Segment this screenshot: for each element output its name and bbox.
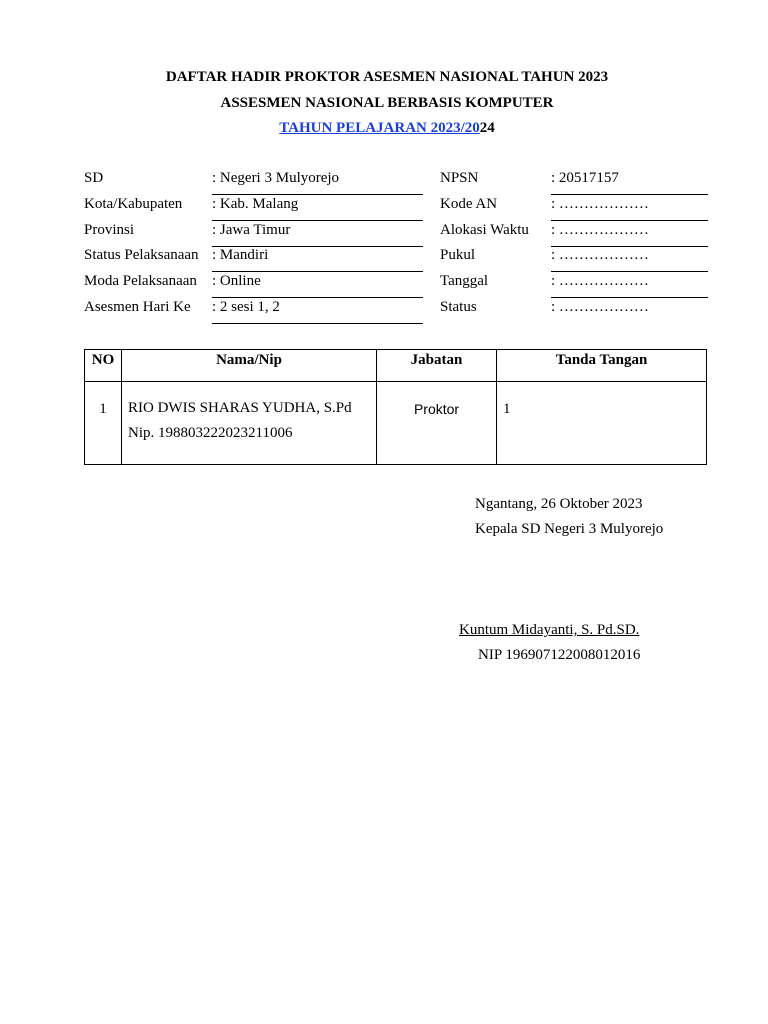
info-label-sd: SD (84, 170, 104, 186)
info-label-provinsi: Provinsi (84, 222, 135, 238)
header-jabatan: Jabatan (377, 350, 497, 382)
info-value-sd: : Negeri 3 Mulyorejo (212, 170, 340, 186)
header-nama-nip: Nama/Nip (122, 350, 377, 382)
row-jabatan: Proktor (377, 382, 497, 465)
info-value-kode-an: : ……………… (551, 196, 649, 212)
attendance-table (84, 349, 707, 465)
info-label-kode-an: Kode AN (440, 196, 498, 212)
table-row (85, 382, 707, 465)
signer-name: Kuntum Midayanti, S. Pd.SD. (459, 622, 640, 638)
info-value-moda: : Online (212, 273, 261, 289)
table-header-row (85, 350, 707, 382)
row-tanda-tangan: 1 (497, 382, 707, 465)
signer-position: Kepala SD Negeri 3 Mulyorejo (475, 521, 664, 537)
academic-year-suffix: 24 (479, 120, 495, 136)
info-label-kota: Kota/Kabupaten (84, 196, 183, 212)
info-value-kota: : Kab. Malang (212, 196, 299, 212)
header-tanda-tangan: Tanda Tangan (497, 350, 707, 382)
info-value-status: : ……………… (551, 299, 649, 315)
info-value-hari: : 2 sesi 1, 2 (212, 299, 280, 315)
place-date: Ngantang, 26 Oktober 2023 (475, 496, 643, 512)
header-no: NO (85, 350, 122, 382)
info-label-status-pelaksanaan: Status Pelaksanaan (84, 247, 199, 263)
info-value-status-pelaksanaan: : Mandiri (212, 247, 269, 263)
info-label-alokasi-waktu: Alokasi Waktu (440, 222, 529, 238)
row-name: RIO DWIS SHARAS YUDHA, S.Pd (128, 400, 352, 416)
info-label-pukul: Pukul (440, 247, 476, 263)
signer-nip: NIP 196907122008012016 (478, 647, 641, 663)
info-value-alokasi-waktu: : ……………… (551, 222, 649, 238)
document-title: DAFTAR HADIR PROKTOR ASESMEN NASIONAL TAHUN 2023 (165, 69, 609, 85)
row-nip: Nip. 198803222023211006 (128, 425, 293, 441)
document-subtitle: ASSESMEN NASIONAL BERBASIS KOMPUTER (220, 95, 554, 111)
info-label-npsn: NPSN (440, 170, 479, 186)
info-value-provinsi: : Jawa Timur (212, 222, 291, 238)
info-label-hari: Asesmen Hari Ke (84, 299, 191, 315)
academic-year-heading (0, 119, 768, 137)
underline (212, 323, 423, 324)
info-value-tanggal: : ……………… (551, 273, 649, 289)
row-no: 1 (85, 382, 122, 465)
info-value-npsn: : 20517157 (551, 170, 619, 186)
row-nama-nip (122, 382, 377, 465)
info-label-tanggal: Tanggal (440, 273, 489, 289)
academic-year-link[interactable]: TAHUN PELAJARAN 2023/20 (279, 120, 480, 136)
info-label-moda: Moda Pelaksanaan (84, 273, 197, 289)
info-value-pukul: : ……………… (551, 247, 649, 263)
info-label-status: Status (440, 299, 477, 315)
